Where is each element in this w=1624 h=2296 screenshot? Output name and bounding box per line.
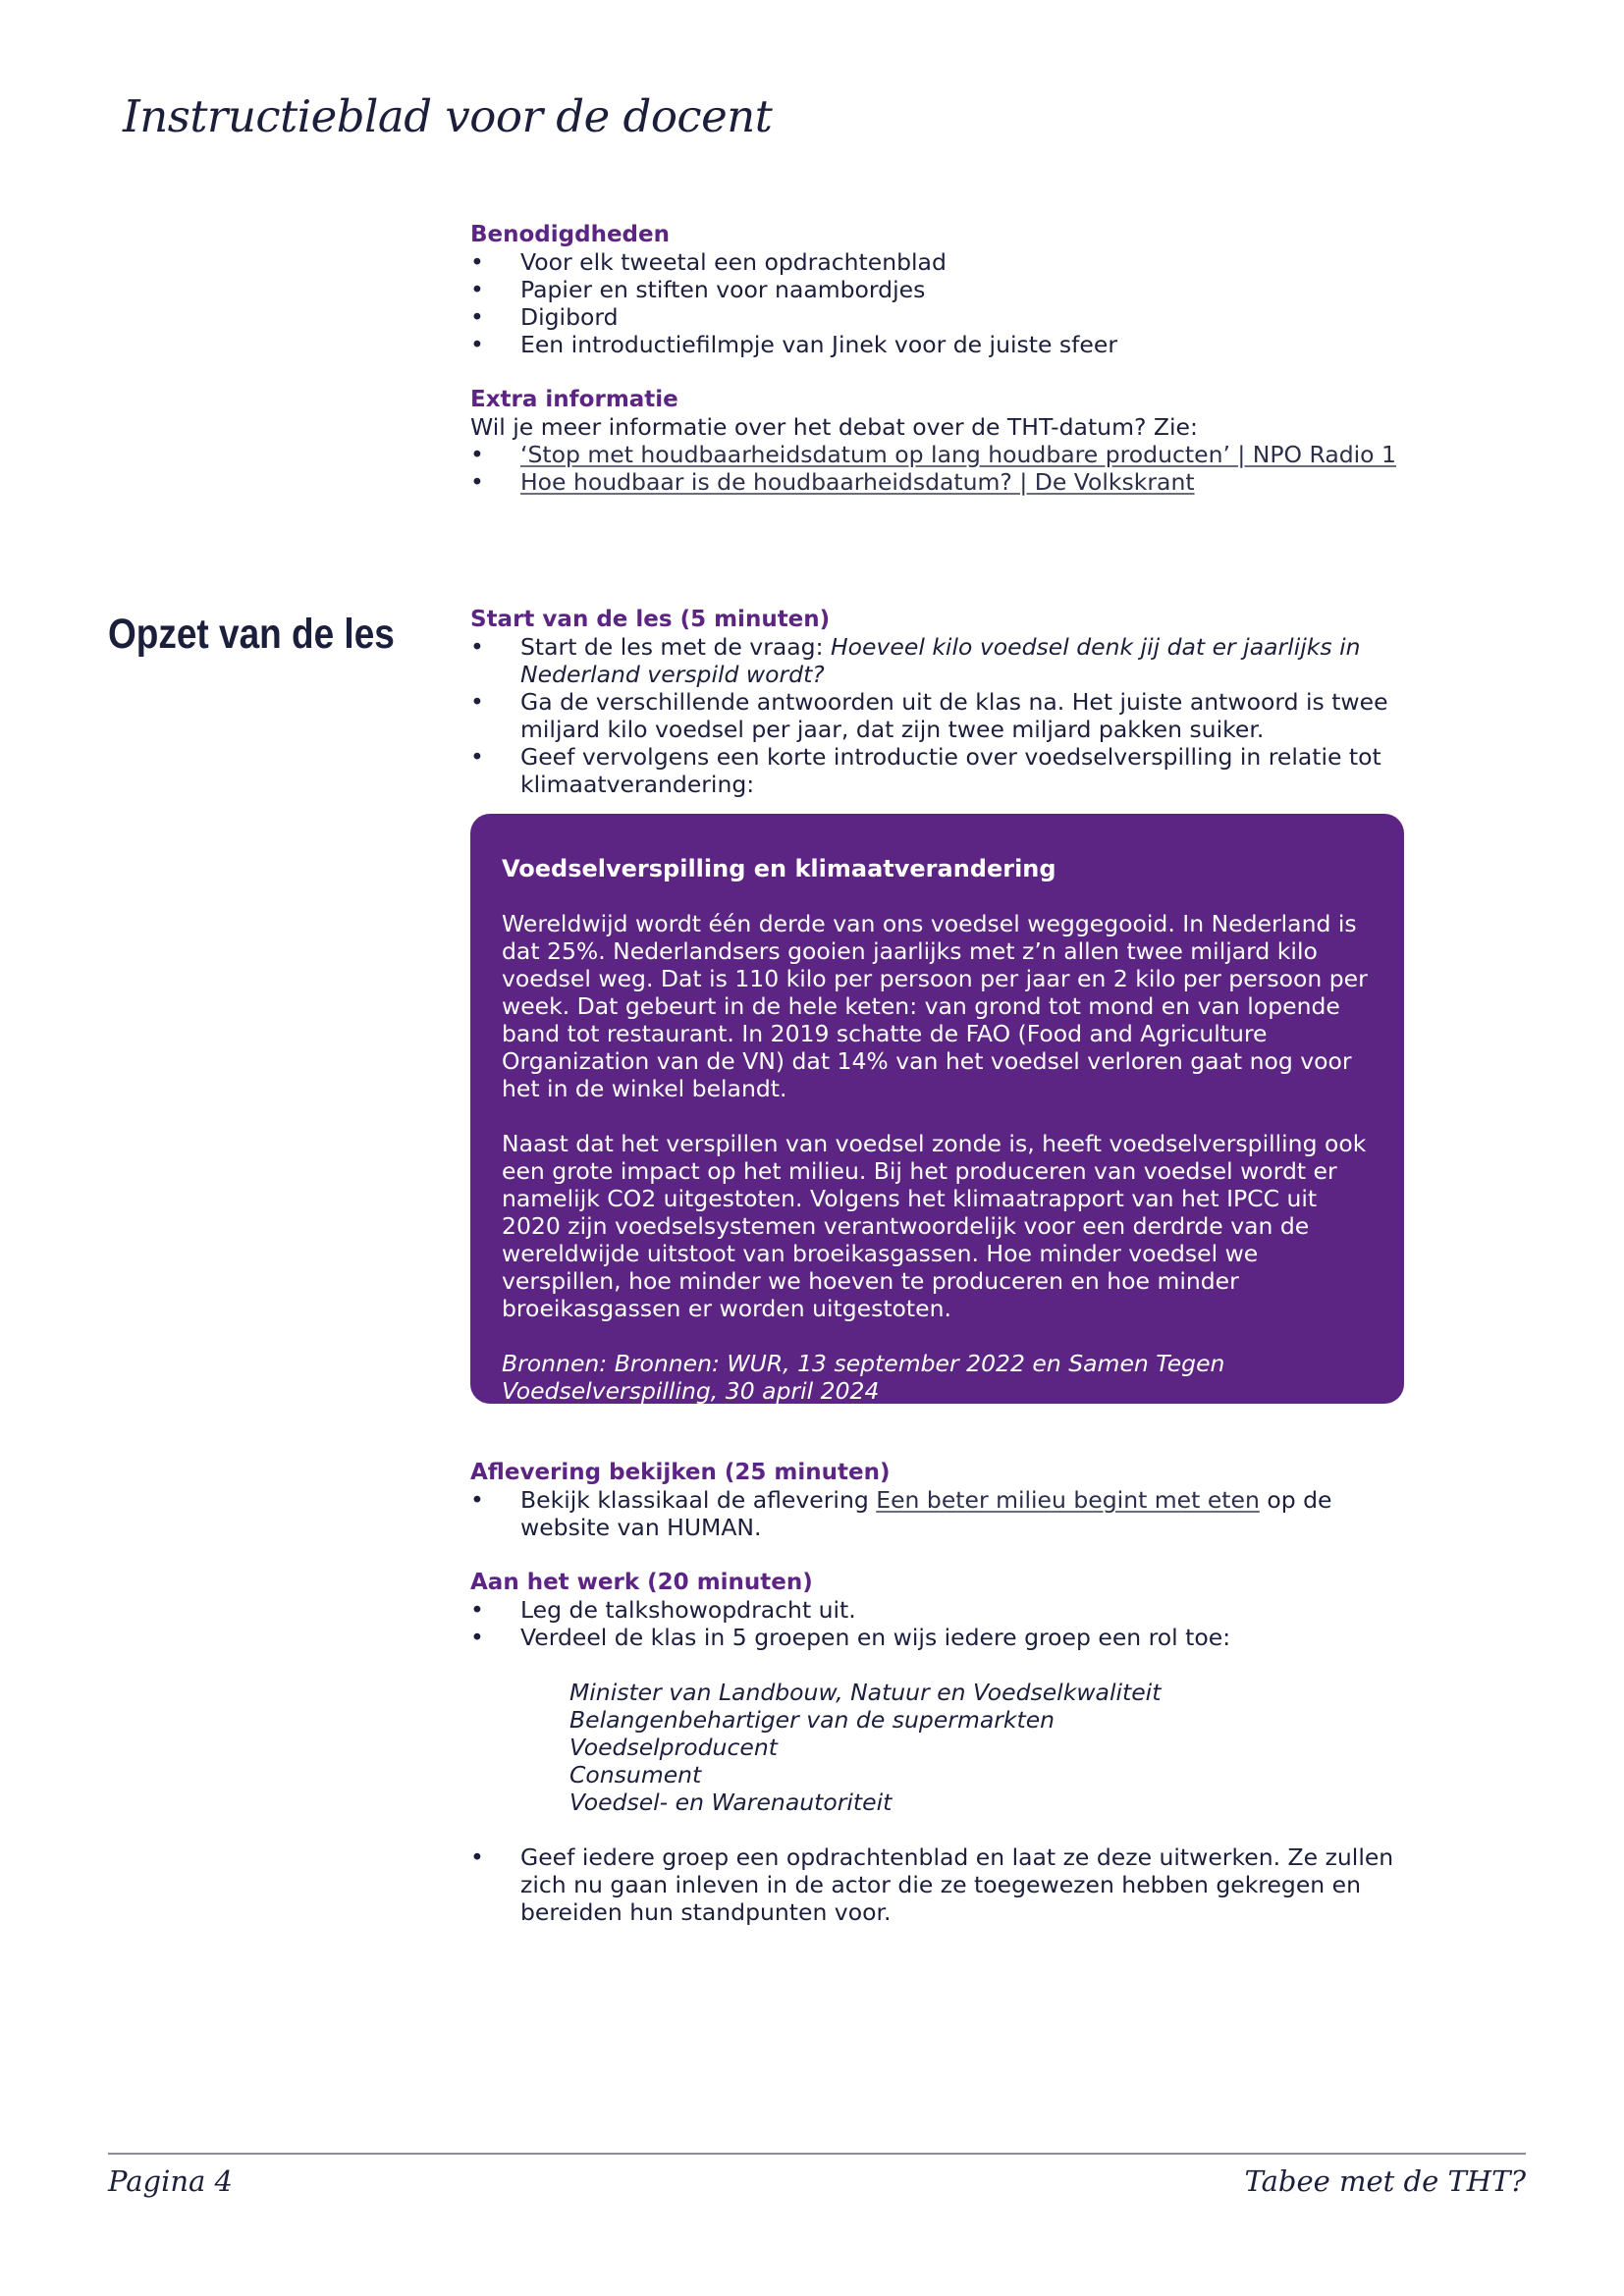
bullet-icon: • [470,303,484,331]
role-item: Voedselproducent [569,1734,778,1761]
work-section [470,1569,1415,1926]
lesson-start-section [470,606,1415,798]
role-item: Belangenbehartiger van de supermarkten [569,1706,1056,1734]
climate-box-paragraph: Naast dat het verspillen van voedsel zonde is, heeft voedselverspilling ook een grote impact op het milieu. Bij het produceren van voedsel wordt er namelijk CO2 uitgestoten. Volgens het klimaatrapport van het IPCC uit 2020 zijn voedselsystemen verantwoordelijk voor een derdrde van de wereldwijde uitstoot van broeikasgassen. Hoe minder voedsel we verspillen, hoe minder we hoeven te produceren en hoe minder broeikasgassen er worden uitgestoten. [502,1130,1367,1322]
footer-divider [108,2153,1526,2155]
list-item [470,441,1415,468]
lesson-start-list [470,633,1415,798]
episode-list [470,1486,1415,1541]
list-item: • Geef vervolgens een korte introductie over voedselverspilling in relatie tot klimaatverandering: [470,743,1381,798]
npo-radio-link[interactable]: ‘Stop met houdbaarheidsdatum op lang houdbare producten’ | NPO Radio 1 [520,441,1396,468]
volkskrant-link[interactable]: Hoe houdbaar is de houdbaarheidsdatum? | De Volkskrant [520,468,1195,496]
climate-info-box [470,814,1404,1404]
list-item: • Een introductiefilmpje van Jinek voor de juiste sfeer [470,331,1117,358]
list-item: • Digibord [470,303,619,331]
bullet-icon: • [470,468,484,496]
list-item: • Papier en stiften voor naambordjes [470,276,926,303]
episode-heading: Aflevering bekijken (25 minuten) [470,1460,891,1485]
extra-info-section [470,386,1415,496]
role-item: Minister van Landbouw, Natuur en Voedselkwaliteit [569,1679,1162,1706]
bullet-icon: • [470,1596,484,1624]
bullet-icon: • [470,248,484,276]
work-list-continued [470,1843,1415,1926]
list-item: • Ga de verschillende antwoorden uit de klas na. Het juiste antwoord is twee miljard kilo voedsel per jaar, dat zijn twee miljard pakken suiker. [470,688,1388,743]
episode-section [470,1459,1415,1541]
page-title: Instructieblad voor de docent [123,90,773,142]
materials-heading: Benodigdheden [470,222,670,247]
extra-info-links [470,441,1415,496]
bullet-icon: • [470,743,484,771]
bullet-icon: • [470,633,484,661]
climate-box-sources: Bronnen: Bronnen: WUR, 13 september 2022 en Samen Tegen Voedselverspilling, 30 april 2024 [502,1350,1225,1405]
work-heading: Aan het werk (20 minuten) [470,1570,813,1595]
extra-info-intro: Wil je meer informatie over het debat over de THT-datum? Zie: [470,413,1198,441]
footer-doc-title: Tabee met de THT? [1244,2164,1526,2198]
page-number: Pagina 4 [108,2164,233,2198]
bullet-icon: • [470,441,484,468]
bullet-icon: • [470,1843,484,1871]
list-item [470,468,1415,496]
bullet-icon: • [470,688,484,716]
list-item: • Voor elk tweetal een opdrachtenblad [470,248,947,276]
list-item: • Leg de talkshowopdracht uit. [470,1596,856,1624]
lesson-start-heading: Start van de les (5 minuten) [470,607,831,632]
bullet-icon: • [470,1486,484,1514]
work-list [470,1596,1415,1651]
bullet-icon: • [470,276,484,303]
materials-list [470,248,1415,358]
lesson-question: Hoeveel kilo voedsel denk jij dat er jaarlijks in Nederland verspild wordt? [520,633,1361,688]
role-item: Consument [569,1761,702,1789]
climate-box-paragraph: Wereldwijd wordt één derde van ons voedsel weggegooid. In Nederland is dat 25%. Nederlandsers gooien jaarlijks met z’n allen twee miljard kilo voedsel weg. Dat is 110 kilo per persoon per jaar en 2 kilo per persoon per week. Dat gebeurt in de hele keten: van grond tot mond en van lopende band tot restaurant. In 2019 schatte de FAO (Food and Agriculture Organization van de VN) dat 14% van het voedsel verloren gaat nog voor het in de winkel belandt. [502,910,1368,1102]
materials-section [470,221,1415,358]
list-item: • Verdeel de klas in 5 groepen en wijs iedere groep een rol toe: [470,1624,1231,1651]
climate-box-title: Voedselverspilling en klimaatverandering [502,855,1056,882]
episode-link[interactable]: Een beter milieu begint met eten [876,1486,1260,1514]
list-item: • Start de les met de vraag: Hoeveel kilo voedsel denk jij dat er jaarlijks in Nederland verspild wordt? [470,633,1361,688]
role-item: Voedsel- en Warenautoriteit [569,1789,893,1816]
list-item: • Geef iedere groep een opdrachtenblad en laat ze deze uitwerken. Ze zullen zich nu gaan inleven in de actor die ze toegewezen hebben gekregen en bereiden hun standpunten voor. [470,1843,1394,1926]
bullet-icon: • [470,1624,484,1651]
bullet-icon: • [470,331,484,358]
list-item: • Bekijk klassikaal de aflevering Een beter milieu begint met eten op de website van HUMAN. [470,1486,1332,1541]
lesson-setup-heading: Opzet van de les [108,611,395,658]
extra-info-heading: Extra informatie [470,387,678,412]
roles-list [470,1679,1415,1816]
